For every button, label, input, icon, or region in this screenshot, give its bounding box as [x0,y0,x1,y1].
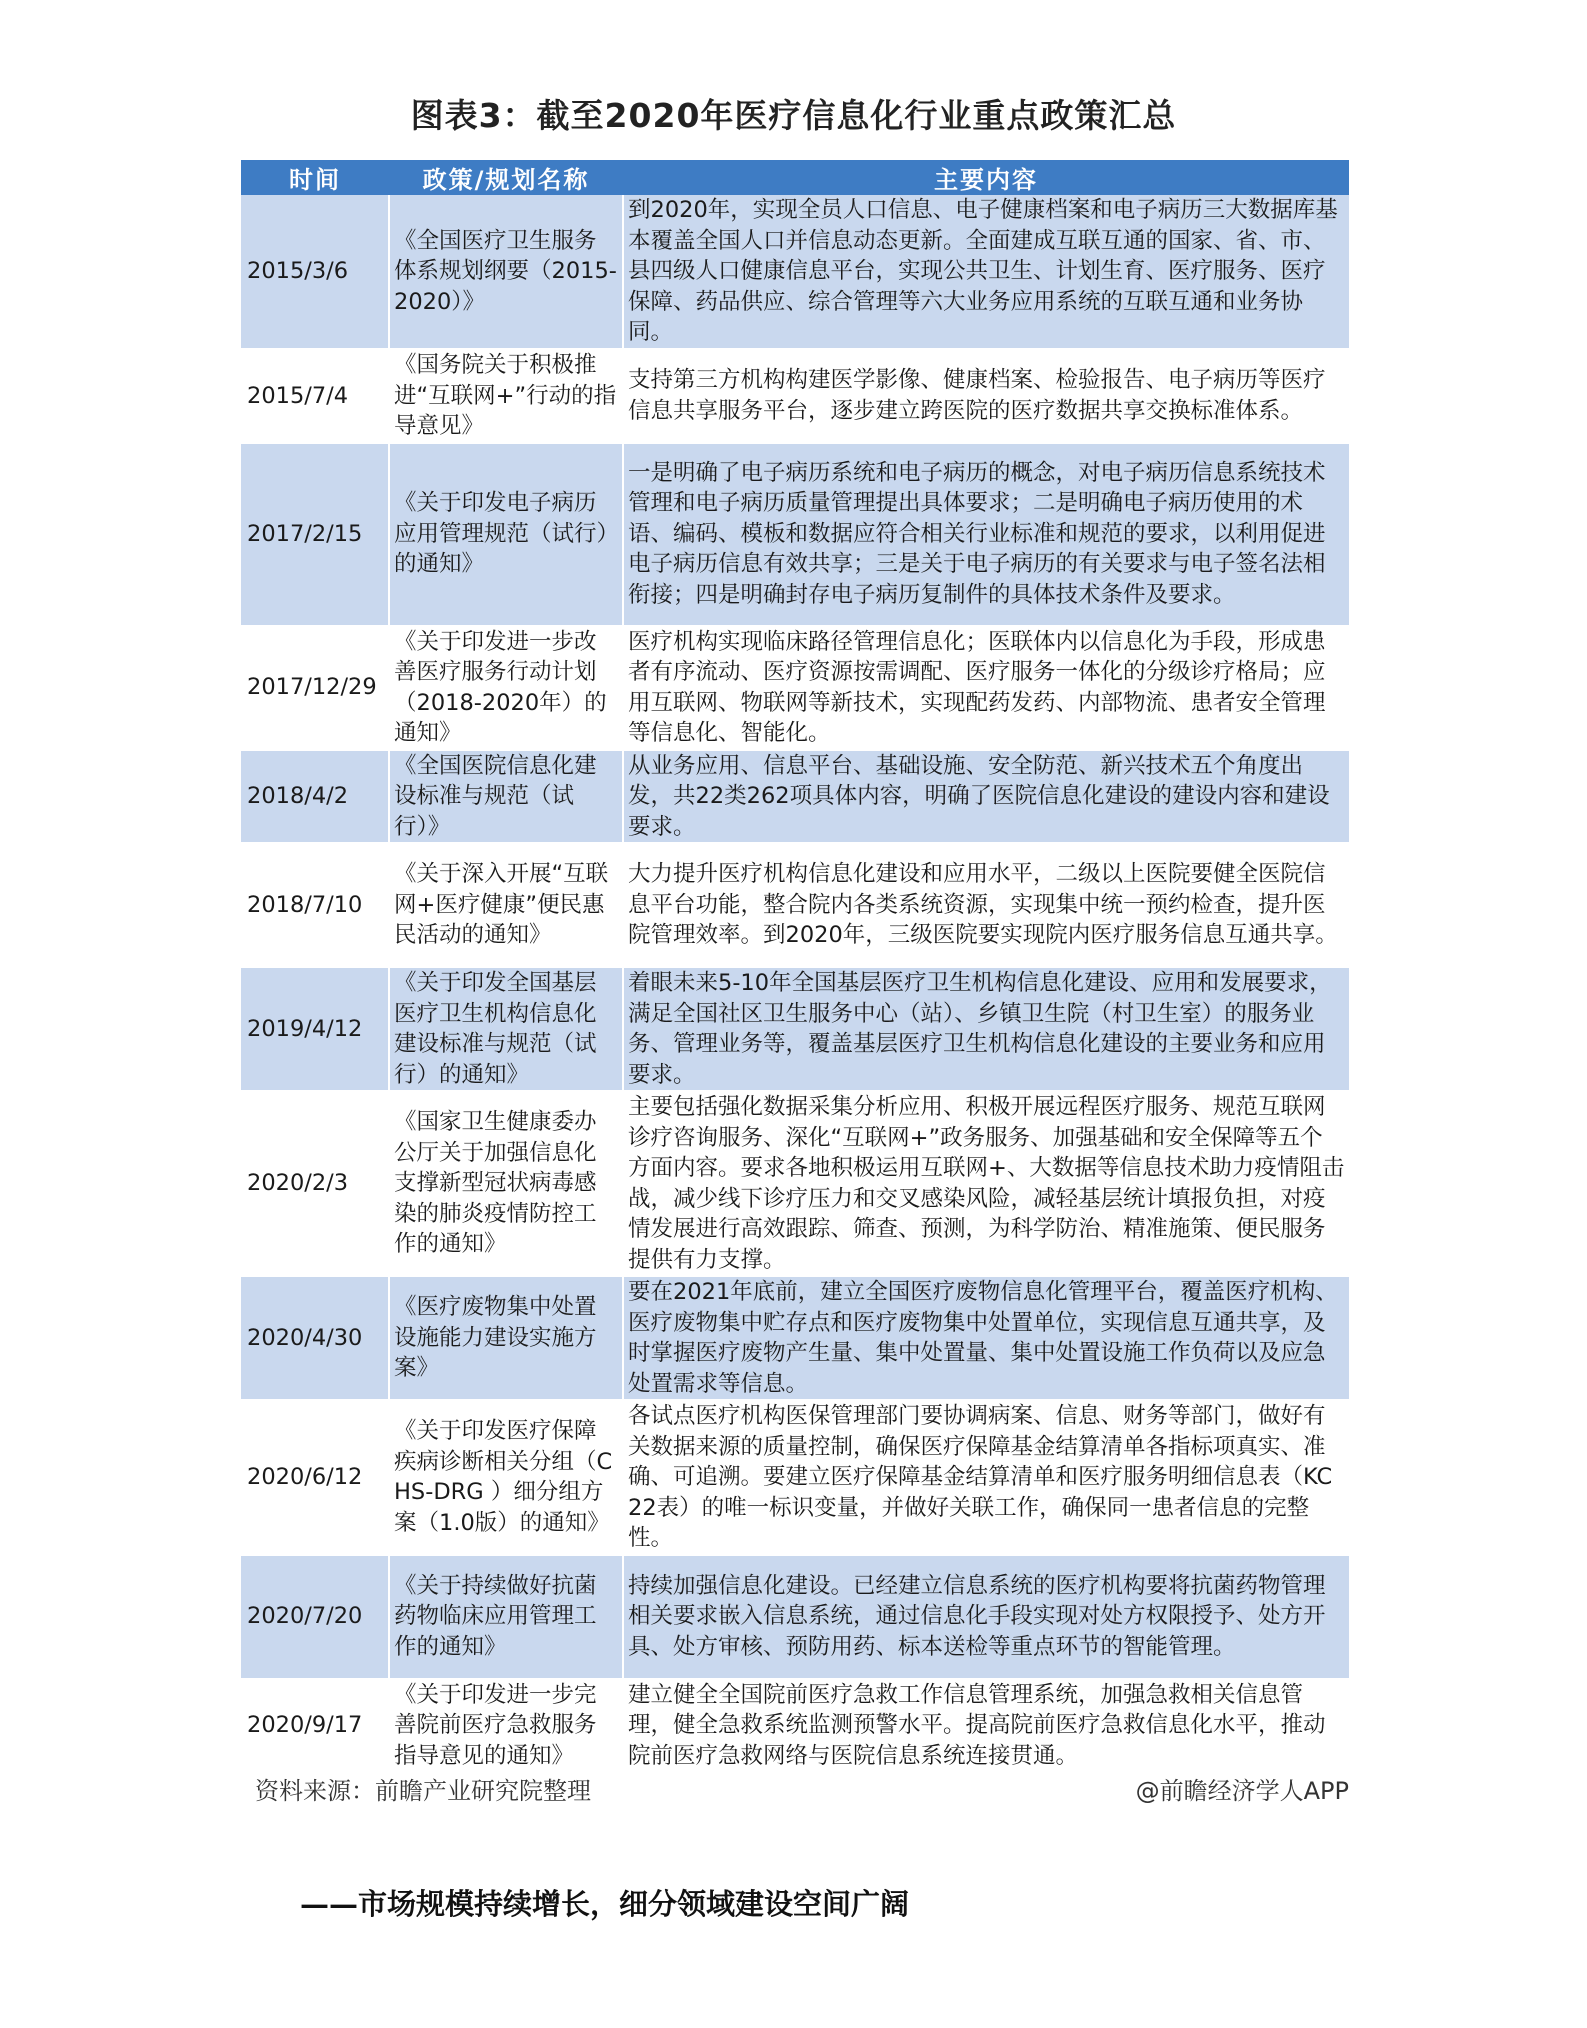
row-date: 2015/3/6 [241,195,389,349]
row-policy-name: 《全国医疗卫生服务体系规划纲要（2015-2020）》 [389,195,623,349]
row-policy-name: 《关于印发进一步改善医疗服务行动计划（2018-2020年）的通知》 [389,626,623,750]
row-policy-name: 《关于持续做好抗菌药物临床应用管理工作的通知》 [389,1555,623,1679]
row-content: 着眼未来5-10年全国基层医疗卫生机构信息化建设、应用和发展要求，满足全国社区卫生服务中心（站）、乡镇卫生院（村卫生室）的服务业务、管理业务等，覆盖基层医疗卫生机构信息化建设的主要业务和应用要求。 [623,967,1349,1091]
row-policy-name: 《医疗废物集中处置设施能力建设实施方案》 [389,1276,623,1400]
row-date: 2018/7/10 [241,843,389,967]
row-date: 2018/4/2 [241,750,389,844]
row-content: 支持第三方机构构建医学影像、健康档案、检验报告、电子病历等医疗信息共享服务平台，逐步建立跨医院的医疗数据共享交换标准体系。 [623,349,1349,443]
header-date: 时间 [241,160,389,195]
row-content: 从业务应用、信息平台、基础设施、安全防范、新兴技术五个角度出发，共22类262项具体内容，明确了医院信息化建设的建设内容和建设要求。 [623,750,1349,844]
row-date: 2020/7/20 [241,1555,389,1679]
table-row [241,443,1349,626]
table-header [241,160,1349,195]
row-date: 2015/7/4 [241,349,389,443]
table-row [241,626,1349,750]
table-row [241,1679,1349,1773]
row-policy-name: 《全国医院信息化建设标准与规范（试行）》 [389,750,623,844]
source-note: 资料来源：前瞻产业研究院整理 [255,1777,591,1805]
row-date: 2020/2/3 [241,1091,389,1276]
row-content: 一是明确了电子病历系统和电子病历的概念，对电子病历信息系统技术管理和电子病历质量管理提出具体要求；二是明确电子病历使用的术语、编码、模板和数据应符合相关行业标准和规范的要求，以利用促进电子病历信息有效共享；三是关于电子病历的有关要求与电子签名法相衔接；四是明确封存电子病历复制件的具体技术条件及要求。 [623,443,1349,626]
table-body [241,195,1349,1772]
table-row [241,967,1349,1091]
header-name: 政策/规划名称 [389,160,623,195]
section-subheading: ——市场规模持续增长，细分领域建设空间广阔 [300,1887,910,1921]
table-row [241,195,1349,349]
figure-title: 图表3：截至2020年医疗信息化行业重点政策汇总 [410,96,1177,135]
row-date: 2017/12/29 [241,626,389,750]
row-content: 主要包括强化数据采集分析应用、积极开展远程医疗服务、规范互联网诊疗咨询服务、深化“互联网+”政务服务、加强基础和安全保障等五个方面内容。要求各地积极运用互联网+、大数据等信息技术助力疫情阻击战，减少线下诊疗压力和交叉感染风险，减轻基层统计填报负担，对疫情发展进行高效跟踪、筛查、预测，为科学防治、精准施策、便民服务提供有力支撑。 [623,1091,1349,1276]
table-row [241,1400,1349,1555]
table-row [241,1555,1349,1679]
row-policy-name: 《关于印发全国基层医疗卫生机构信息化建设标准与规范（试行）的通知》 [389,967,623,1091]
row-content: 到2020年，实现全员人口信息、电子健康档案和电子病历三大数据库基本覆盖全国人口并信息动态更新。全面建成互联互通的国家、省、市、县四级人口健康信息平台，实现公共卫生、计划生育、医疗服务、医疗保障、药品供应、综合管理等六大业务应用系统的互联互通和业务协同。 [623,195,1349,349]
policy-table [241,160,1349,1773]
row-policy-name: 《关于深入开展“互联网+医疗健康”便民惠民活动的通知》 [389,843,623,967]
row-content: 建立健全全国院前医疗急救工作信息管理系统，加强急救相关信息管理，健全急救系统监测预警水平。提高院前医疗急救信息化水平，推动院前医疗急救网络与医院信息系统连接贯通。 [623,1679,1349,1773]
row-date: 2017/2/15 [241,443,389,626]
row-policy-name: 《国务院关于积极推进“互联网+”行动的指导意见》 [389,349,623,443]
table-row [241,1276,1349,1400]
row-date: 2020/4/30 [241,1276,389,1400]
row-date: 2020/9/17 [241,1679,389,1773]
row-content: 大力提升医疗机构信息化建设和应用水平，二级以上医院要健全医院信息平台功能，整合院内各类系统资源，实现集中统一预约检查，提升医院管理效率。到2020年，三级医院要实现院内医疗服务信息互通共享。 [623,843,1349,967]
row-content: 要在2021年底前，建立全国医疗废物信息化管理平台，覆盖医疗机构、医疗废物集中贮存点和医疗废物集中处置单位，实现信息互通共享，及时掌握医疗废物产生量、集中处置量、集中处置设施工作负荷以及应急处置需求等信息。 [623,1276,1349,1400]
row-policy-name: 《关于印发电子病历应用管理规范（试行）的通知》 [389,443,623,626]
table-row [241,750,1349,844]
table-row [241,1091,1349,1276]
table-row [241,843,1349,967]
credit-note: @前瞻经济学人APP [1135,1777,1349,1805]
row-policy-name: 《国家卫生健康委办公厅关于加强信息化支撑新型冠状病毒感染的肺炎疫情防控工作的通知》 [389,1091,623,1276]
row-policy-name: 《关于印发进一步完善院前医疗急救服务指导意见的通知》 [389,1679,623,1773]
row-content: 各试点医疗机构医保管理部门要协调病案、信息、财务等部门，做好有关数据来源的质量控制，确保医疗保障基金结算清单各指标项真实、准确、可追溯。要建立医疗保障基金结算清单和医疗服务明细信息表（KC22表）的唯一标识变量，并做好关联工作，确保同一患者信息的完整性。 [623,1400,1349,1555]
row-content: 医疗机构实现临床路径管理信息化；医联体内以信息化为手段，形成患者有序流动、医疗资源按需调配、医疗服务一体化的分级诊疗格局；应用互联网、物联网等新技术，实现配药发药、内部物流、患者安全管理等信息化、智能化。 [623,626,1349,750]
row-date: 2019/4/12 [241,967,389,1091]
row-date: 2020/6/12 [241,1400,389,1555]
table-row [241,349,1349,443]
row-content: 持续加强信息化建设。已经建立信息系统的医疗机构要将抗菌药物管理相关要求嵌入信息系统，通过信息化手段实现对处方权限授予、处方开具、处方审核、预防用药、标本送检等重点环节的智能管理。 [623,1555,1349,1679]
header-content: 主要内容 [623,160,1349,195]
row-policy-name: 《关于印发医疗保障疾病诊断相关分组（CHS-DRG ）细分组方案（1.0版）的通知》 [389,1400,623,1555]
